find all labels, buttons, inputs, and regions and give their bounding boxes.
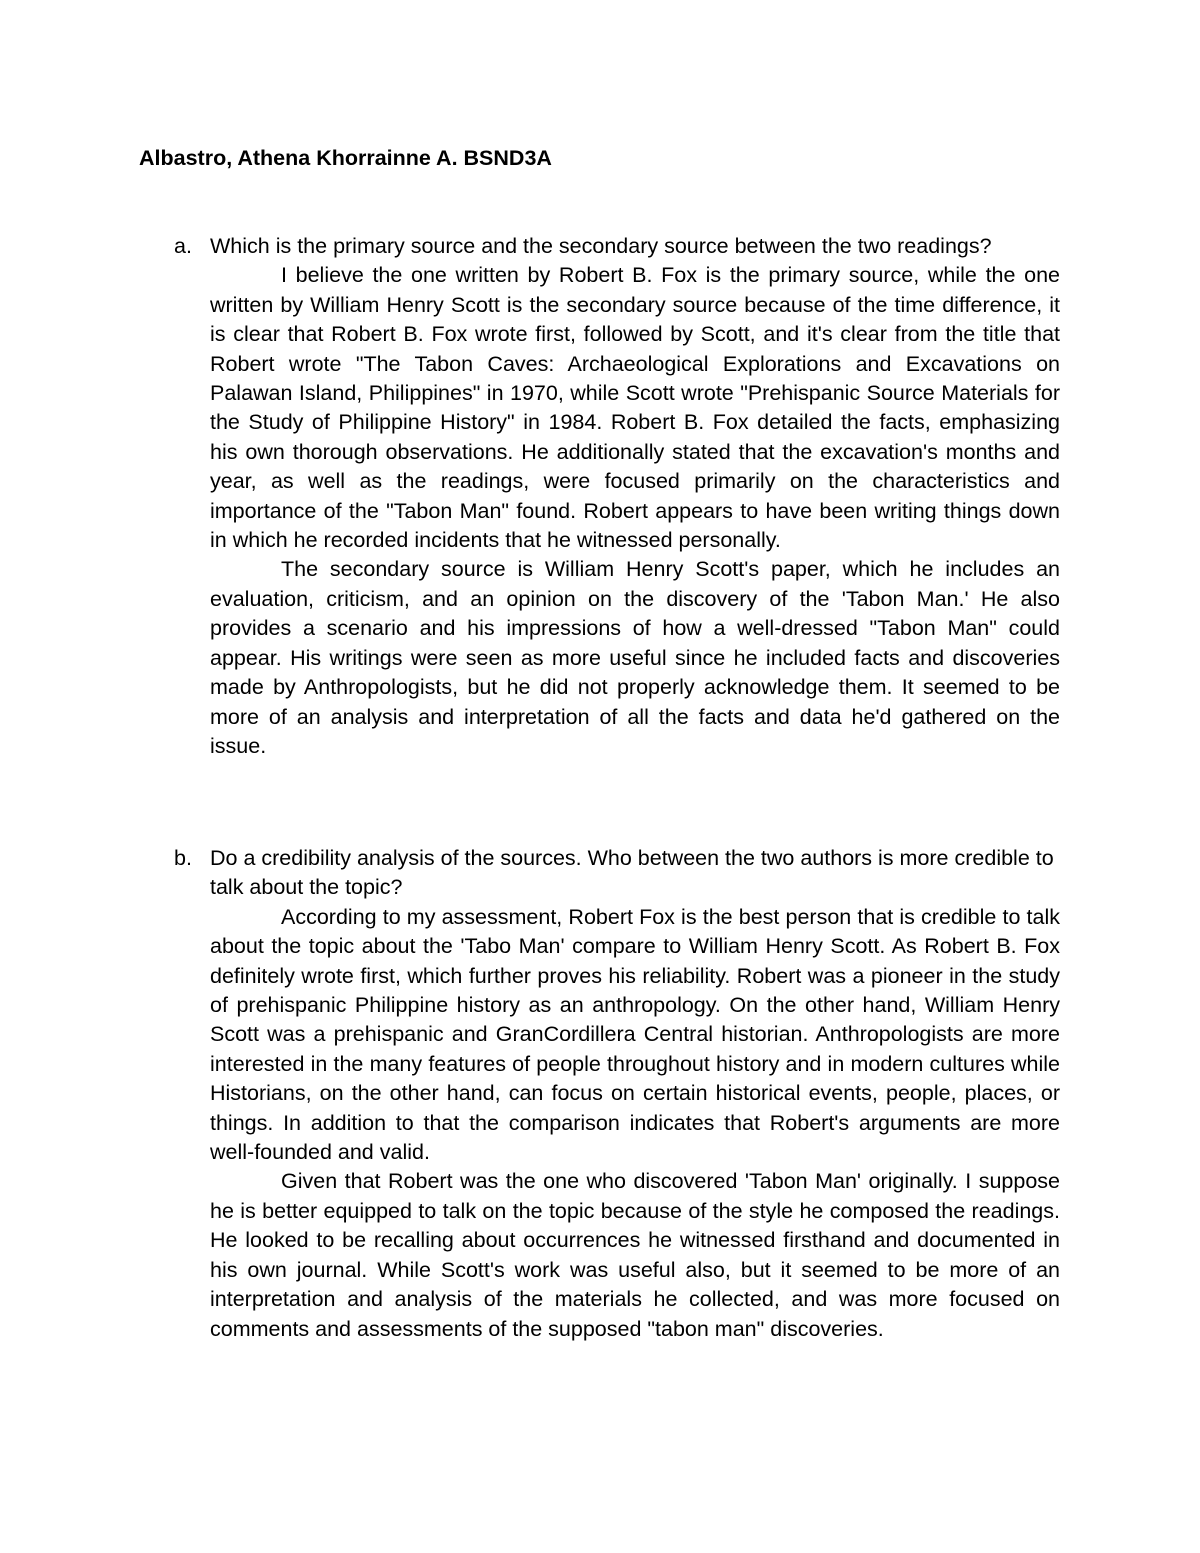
answer-b-paragraph-2: Given that Robert was the one who discovered 'Tabon Man' originally. I suppose he is better equipped to talk on the topic because of the style he composed the readings. He looked to be recalling about occurrences he witnessed firsthand and documented in his own journal. While Scott's work was useful also, but it seemed to be more of an interpretation and analysis of the materials he collected, and was more focused on comments and assessments of the supposed "tabon man" discoveries. bbox=[210, 1169, 1060, 1341]
answer-a-paragraph-2: The secondary source is William Henry Scott's paper, which he includes an evaluation, criticism, and an opinion on the discovery of the 'Tabon Man.' He also provides a scenario and his impressions of how a well-dressed "Tabon Man" could appear. His writings were seen as more useful since he included facts and discoveries made by Anthropologists, but he did not properly acknowledge them. It seemed to be more of an analysis and interpretation of all the facts and data he'd gathered on the issue. bbox=[210, 557, 1060, 758]
student-name-header: Albastro, Athena Khorrainne A. BSND3A bbox=[139, 146, 552, 170]
question-b-marker: b. bbox=[174, 846, 192, 870]
question-a-body bbox=[210, 232, 1060, 761]
question-a-text: Which is the primary source and the secondary source between the two readings? bbox=[210, 234, 992, 258]
answer-b-paragraph-1: According to my assessment, Robert Fox is the best person that is credible to talk about the topic about the 'Tabo Man' compare to William Henry Scott. As Robert B. Fox definitely wrote first, which further proves his reliability. Robert was a pioneer in the study of prehispanic Philippine history as an anthropology. On the other hand, William Henry Scott was a prehispanic and GranCordillera Central historian. Anthropologists are more interested in the many features of people throughout history and in modern cultures while Historians, on the other hand, can focus on certain historical events, people, places, or things. In addition to that the comparison indicates that Robert's arguments are more well-founded and valid. bbox=[210, 904, 1060, 1165]
question-a-marker: a. bbox=[174, 234, 192, 258]
question-b-body bbox=[210, 844, 1060, 1344]
question-b-text: Do a credibility analysis of the sources. Who between the two authors is more credible to talk about the topic? bbox=[210, 846, 1054, 900]
answer-a-paragraph-1: I believe the one written by Robert B. Fox is the primary source, while the one written by William Henry Scott is the secondary source because of the time difference, it is clear that Robert B. Fox wrote first, followed by Scott, and it's clear from the title that Robert wrote "The Tabon Caves: Archaeological Explorations and Excavations on Palawan Island, Philippines" in 1970, while Scott wrote "Prehispanic Source Materials for the Study of Philippine History" in 1984. Robert B. Fox detailed the facts, emphasizing his own thorough observations. He additionally stated that the excavation's months and year, as well as the readings, were focused primarily on the characteristics and importance of the "Tabon Man" found. Robert appears to have been writing things down in which he recorded incidents that he witnessed personally. bbox=[210, 263, 1060, 553]
